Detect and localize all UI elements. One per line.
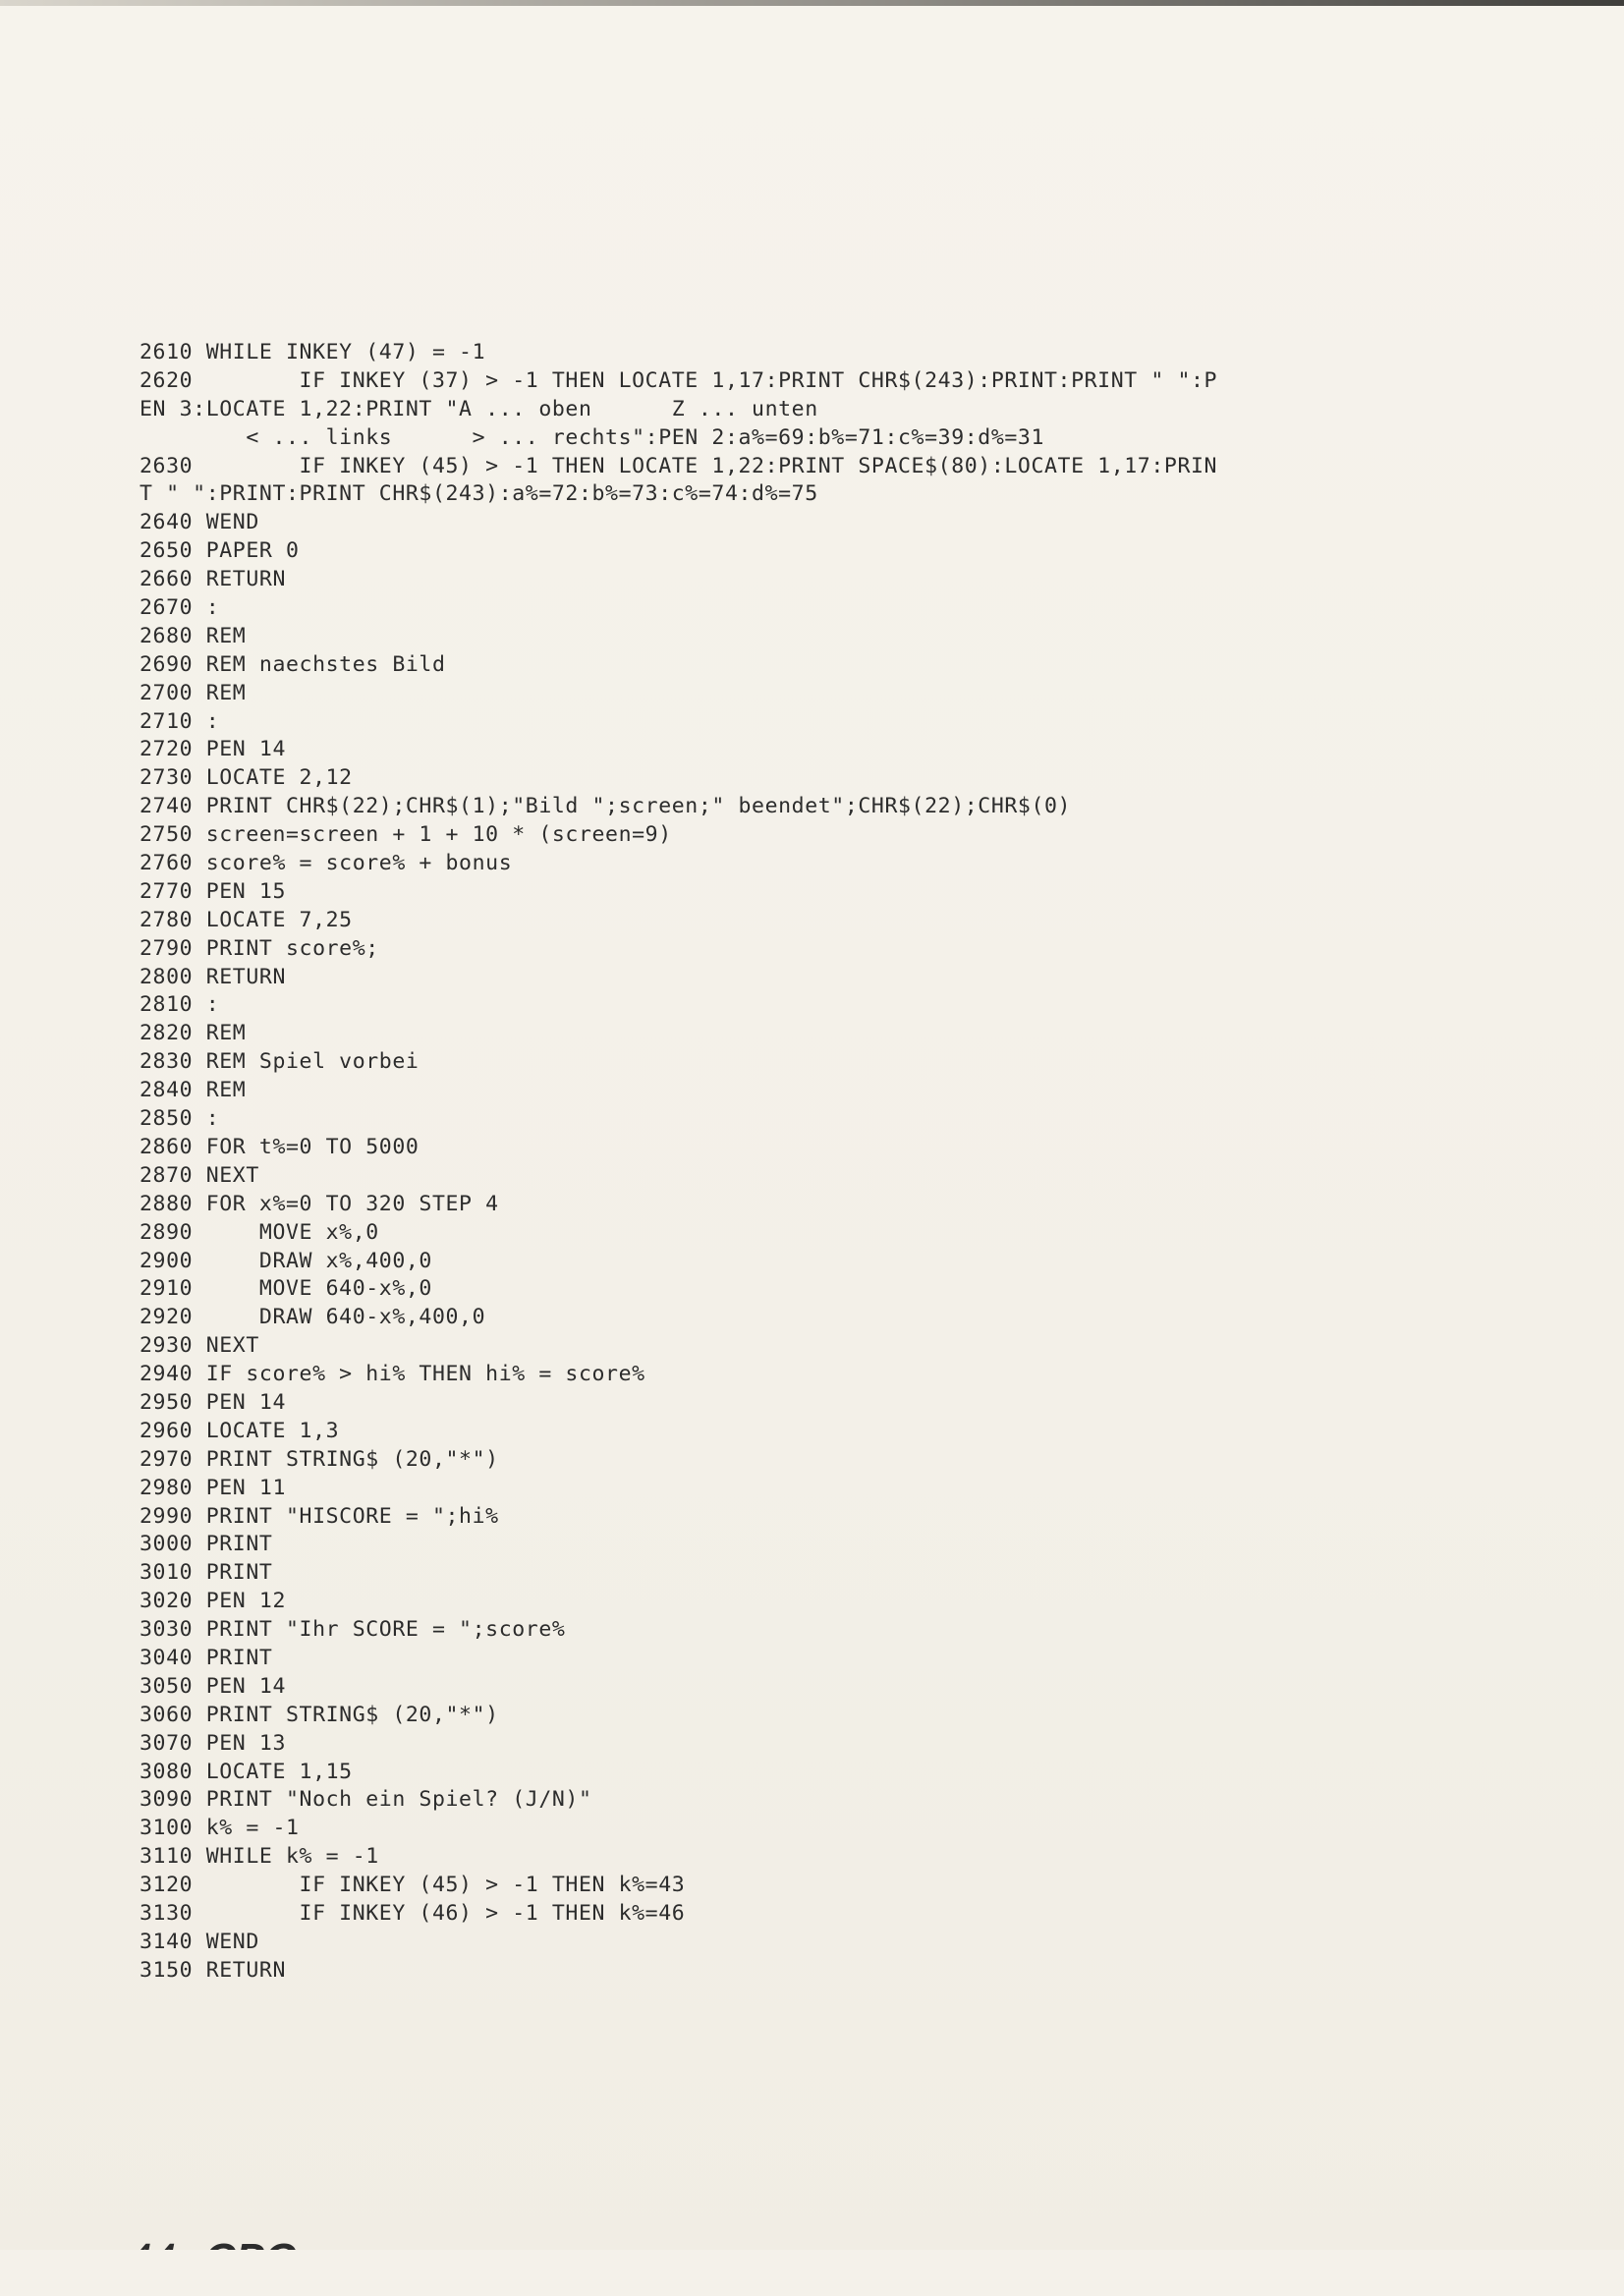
code-line: 3080 LOCATE 1,15 — [140, 1759, 353, 1784]
code-line: EN 3:LOCATE 1,22:PRINT "A ... oben Z ... unten — [140, 396, 818, 421]
code-line: < ... links > ... rechts":PEN 2:a%=69:b%=71:c%=39:d%=31 — [140, 424, 1044, 450]
page-top-edge — [0, 0, 1624, 6]
code-line: 2940 IF score% > hi% THEN hi% = score% — [140, 1362, 645, 1387]
code-line: 2780 LOCATE 7,25 — [140, 907, 353, 932]
basic-code-listing — [140, 339, 1515, 2009]
code-line: 2650 PAPER 0 — [140, 538, 300, 564]
code-line: 2870 NEXT — [140, 1162, 259, 1188]
code-line: 2640 WEND — [140, 510, 259, 535]
code-line: 2760 score% = score% + bonus — [140, 851, 513, 876]
code-line: 2660 RETURN — [140, 567, 286, 592]
code-line: 3030 PRINT "Ihr SCORE = ";score% — [140, 1617, 566, 1643]
code-line: T " ":PRINT:PRINT CHR$(243):a%=72:b%=73:c%=74:d%=75 — [140, 481, 818, 507]
code-line: 3110 WHILE k% = -1 — [140, 1844, 379, 1870]
code-line: 3070 PEN 13 — [140, 1730, 286, 1756]
code-line: 2680 REM — [140, 623, 247, 648]
code-line: 3020 PEN 12 — [140, 1589, 286, 1614]
code-line: 2620 IF INKEY (37) > -1 THEN LOCATE 1,17:PRINT CHR$(243):PRINT:PRINT " ":P — [140, 367, 1218, 393]
code-line: 2770 PEN 15 — [140, 878, 286, 904]
code-line: 2960 LOCATE 1,3 — [140, 1418, 340, 1443]
code-line: 2700 REM — [140, 680, 247, 705]
code-line: 2950 PEN 14 — [140, 1389, 286, 1415]
code-line: 2900 DRAW x%,400,0 — [140, 1248, 432, 1273]
code-line: 2710 : — [140, 708, 220, 734]
code-line: 3050 PEN 14 — [140, 1673, 286, 1699]
code-line: 2910 MOVE 640-x%,0 — [140, 1276, 432, 1302]
code-line: 3150 RETURN — [140, 1957, 286, 1983]
code-line: 3060 PRINT STRING$ (20,"*") — [140, 1702, 499, 1727]
code-line: 2800 RETURN — [140, 964, 286, 989]
code-line: 2740 PRINT CHR$(22);CHR$(1);"Bild ";screen;" beendet";CHR$(22);CHR$(0) — [140, 794, 1072, 819]
code-line: 3120 IF INKEY (45) > -1 THEN k%=43 — [140, 1873, 686, 1898]
code-line: 2840 REM — [140, 1078, 247, 1103]
code-line: 2890 MOVE x%,0 — [140, 1219, 379, 1245]
code-line: 2830 REM Spiel vorbei — [140, 1049, 420, 1075]
code-line: 3010 PRINT — [140, 1560, 273, 1586]
code-line: 2790 PRINT score%; — [140, 935, 379, 961]
code-line: 2980 PEN 11 — [140, 1475, 286, 1500]
code-line: 2670 : — [140, 595, 220, 621]
code-line: 2810 : — [140, 992, 220, 1018]
code-line: 2850 : — [140, 1106, 220, 1132]
code-line: 3040 PRINT — [140, 1645, 273, 1670]
code-line: 2610 WHILE INKEY (47) = -1 — [140, 340, 486, 364]
code-line: 2860 FOR t%=0 TO 5000 — [140, 1134, 420, 1159]
code-line: 2750 screen=screen + 1 + 10 * (screen=9) — [140, 822, 672, 848]
code-line: 2730 LOCATE 2,12 — [140, 765, 353, 791]
code-line: 2720 PEN 14 — [140, 737, 286, 762]
page-bottom-cutoff — [0, 2250, 1624, 2296]
code-line: 2880 FOR x%=0 TO 320 STEP 4 — [140, 1191, 499, 1216]
code-line: 2690 REM naechstes Bild — [140, 651, 446, 677]
code-line: 2920 DRAW 640-x%,400,0 — [140, 1305, 486, 1330]
code-line: 3140 WEND — [140, 1929, 259, 1954]
code-line: 2990 PRINT "HISCORE = ";hi% — [140, 1503, 499, 1529]
code-line: 2970 PRINT STRING$ (20,"*") — [140, 1446, 499, 1472]
code-line: 2630 IF INKEY (45) > -1 THEN LOCATE 1,22:PRINT SPACE$(80):LOCATE 1,17:PRIN — [140, 453, 1218, 478]
code-line: 3090 PRINT "Noch ein Spiel? (J/N)" — [140, 1787, 592, 1813]
code-line: 3000 PRINT — [140, 1532, 273, 1557]
code-line: 3100 k% = -1 — [140, 1816, 300, 1841]
code-line: 3130 IF INKEY (46) > -1 THEN k%=46 — [140, 1900, 686, 1926]
code-line: 2930 NEXT — [140, 1333, 259, 1359]
code-line: 2820 REM — [140, 1021, 247, 1046]
